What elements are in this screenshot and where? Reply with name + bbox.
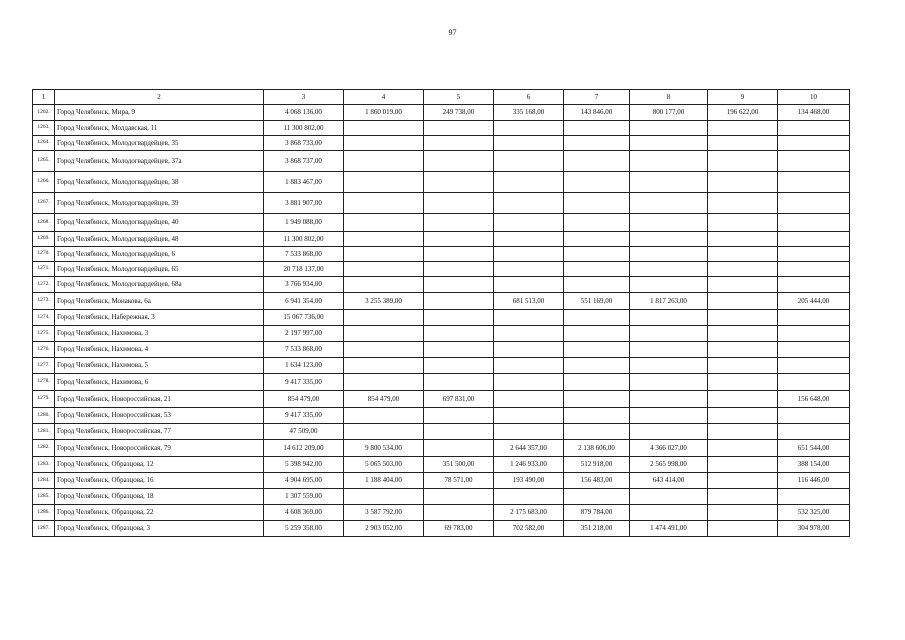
address: Город Челябинск, Набережная, 3 [55,310,264,326]
col-6-value [494,277,564,293]
col-6-value [494,247,564,262]
col-10-value [778,408,850,424]
col-8-value: 1 817 263,00 [630,293,708,310]
col-9-value [708,193,778,214]
row-number: 1265. [33,151,55,172]
row-number: 1263. [33,121,55,136]
col-5-value [424,262,494,277]
col-6-value [494,326,564,342]
row-number: 1273. [33,293,55,310]
total-cost: 4 904 695,00 [264,473,344,489]
col-10-value [778,358,850,374]
address: Город Челябинск, Молодогвардейцев, 68а [55,277,264,293]
col-5-value: 78 571,00 [424,473,494,489]
col-8-value [630,424,708,440]
table-row [33,214,850,232]
col-5-value [424,277,494,293]
row-number: 1283. [33,457,55,473]
col-4-value: 1 860 019,00 [344,105,424,121]
col-9-value [708,151,778,172]
column-header: 2 [55,90,264,105]
col-7-value: 351 218,00 [564,521,630,537]
col-5-value [424,358,494,374]
col-10-value [778,310,850,326]
row-number: 1285. [33,489,55,505]
col-10-value [778,342,850,358]
col-9-value [708,457,778,473]
column-header: 10 [778,90,850,105]
col-9-value [708,408,778,424]
col-6-value [494,391,564,408]
col-7-value [564,136,630,151]
col-6-value: 2 175 683,00 [494,505,564,521]
table-row [33,277,850,293]
col-8-value [630,374,708,391]
col-8-value [630,121,708,136]
col-8-value [630,247,708,262]
row-number: 1262. [33,105,55,121]
col-5-value [424,121,494,136]
col-7-value: 512 918,00 [564,457,630,473]
col-5-value [424,408,494,424]
address: Город Челябинск, Нахимова, 4 [55,342,264,358]
address: Город Челябинск, Молодогвардейцев, 39 [55,193,264,214]
total-cost: 4 608 369,00 [264,505,344,521]
col-6-value [494,193,564,214]
col-8-value: 643 414,00 [630,473,708,489]
table-row [33,293,850,310]
total-cost: 3 868 737,00 [264,151,344,172]
total-cost: 4 068 136,00 [264,105,344,121]
row-number: 1278. [33,374,55,391]
total-cost: 20 718 137,00 [264,262,344,277]
table-row [33,193,850,214]
col-4-value: 5 065 503,00 [344,457,424,473]
table-row [33,136,850,151]
total-cost: 47 509,00 [264,424,344,440]
col-7-value: 2 138 606,00 [564,440,630,457]
row-number: 1284. [33,473,55,489]
col-5-value [424,136,494,151]
col-8-value [630,172,708,193]
col-9-value [708,358,778,374]
col-6-value: 702 582,00 [494,521,564,537]
col-7-value [564,424,630,440]
table-row [33,342,850,358]
total-cost: 9 417 335,00 [264,408,344,424]
total-cost: 5 259 358,00 [264,521,344,537]
col-5-value [424,374,494,391]
table-row [33,326,850,342]
col-9-value [708,277,778,293]
col-6-value [494,374,564,391]
col-7-value [564,374,630,391]
col-5-value [424,489,494,505]
address: Город Челябинск, Образцова, 3 [55,521,264,537]
row-number: 1279. [33,391,55,408]
col-7-value [564,489,630,505]
col-10-value: 532 325,00 [778,505,850,521]
col-7-value [564,310,630,326]
col-4-value [344,277,424,293]
address: Город Челябинск, Мира, 9 [55,105,264,121]
col-10-value: 205 444,00 [778,293,850,310]
address: Город Челябинск, Молодогвардейцев, 6 [55,247,264,262]
address: Город Челябинск, Нахимова, 5 [55,358,264,374]
row-number: 1271. [33,262,55,277]
row-number: 1267. [33,193,55,214]
col-10-value [778,172,850,193]
table-row [33,105,850,121]
col-8-value [630,277,708,293]
col-6-value [494,310,564,326]
col-9-value [708,424,778,440]
total-cost: 6 941 354,00 [264,293,344,310]
address: Город Челябинск, Нахимова, 3 [55,326,264,342]
col-8-value [630,214,708,232]
col-9-value [708,232,778,247]
col-9-value [708,121,778,136]
table-row [33,310,850,326]
col-7-value [564,326,630,342]
col-7-value [564,391,630,408]
col-10-value: 156 648,00 [778,391,850,408]
total-cost: 3 868 733,00 [264,136,344,151]
register-table [32,89,850,537]
col-4-value [344,310,424,326]
address: Город Челябинск, Новороссийская, 53 [55,408,264,424]
col-7-value: 879 784,00 [564,505,630,521]
col-10-value [778,374,850,391]
column-number-row [33,90,850,105]
total-cost: 11 300 802,00 [264,232,344,247]
address: Город Челябинск, Молдавская, 11 [55,121,264,136]
table-row [33,247,850,262]
total-cost: 1 307 559,00 [264,489,344,505]
row-number: 1264. [33,136,55,151]
total-cost: 2 197 997,00 [264,326,344,342]
col-9-value [708,374,778,391]
col-4-value [344,424,424,440]
col-7-value: 143 846,00 [564,105,630,121]
col-9-value [708,342,778,358]
table-row [33,358,850,374]
col-5-value [424,440,494,457]
col-9-value [708,310,778,326]
row-number: 1286. [33,505,55,521]
row-number: 1281. [33,424,55,440]
column-header: 8 [630,90,708,105]
total-cost: 5 398 942,00 [264,457,344,473]
col-10-value [778,193,850,214]
col-8-value [630,232,708,247]
col-8-value: 4 366 027,00 [630,440,708,457]
col-9-value [708,262,778,277]
col-10-value [778,247,850,262]
col-8-value [630,136,708,151]
col-8-value [630,151,708,172]
address: Город Челябинск, Нахимова, 6 [55,374,264,391]
col-5-value: 351 500,00 [424,457,494,473]
col-10-value [778,151,850,172]
table-row [33,151,850,172]
col-4-value [344,342,424,358]
col-7-value [564,342,630,358]
col-4-value [344,214,424,232]
col-6-value [494,489,564,505]
row-number: 1282. [33,440,55,457]
col-8-value [630,262,708,277]
col-10-value: 388 154,00 [778,457,850,473]
row-number: 1277. [33,358,55,374]
col-7-value [564,232,630,247]
address: Город Челябинск, Молодогвардейцев, 37а [55,151,264,172]
col-9-value [708,214,778,232]
col-4-value [344,193,424,214]
row-number: 1269. [33,232,55,247]
col-6-value [494,151,564,172]
table-row [33,489,850,505]
column-header: 5 [424,90,494,105]
row-number: 1280. [33,408,55,424]
col-4-value [344,408,424,424]
total-cost: 1 883 467,00 [264,172,344,193]
col-6-value: 2 644 357,00 [494,440,564,457]
col-10-value [778,489,850,505]
col-7-value [564,172,630,193]
col-9-value [708,136,778,151]
col-7-value [564,121,630,136]
col-7-value [564,262,630,277]
total-cost: 1 949 088,00 [264,214,344,232]
column-header: 9 [708,90,778,105]
col-6-value: 681 513,00 [494,293,564,310]
address: Город Челябинск, Новороссийская, 77 [55,424,264,440]
col-4-value [344,232,424,247]
col-5-value: 249 738,00 [424,105,494,121]
total-cost: 3 881 907,00 [264,193,344,214]
col-7-value [564,214,630,232]
total-cost: 854 479,00 [264,391,344,408]
address: Город Челябинск, Молодогвардейцев, 48 [55,232,264,247]
row-number: 1287. [33,521,55,537]
col-9-value [708,505,778,521]
col-6-value [494,358,564,374]
col-6-value [494,262,564,277]
column-header: 1 [33,90,55,105]
col-10-value [778,262,850,277]
col-7-value [564,193,630,214]
column-header: 3 [264,90,344,105]
total-cost: 7 533 868,00 [264,342,344,358]
col-7-value [564,277,630,293]
col-6-value [494,121,564,136]
col-6-value [494,232,564,247]
table-row [33,374,850,391]
table-row [33,262,850,277]
address: Город Челябинск, Молодогвардейцев, 38 [55,172,264,193]
col-6-value: 335 168,00 [494,105,564,121]
col-9-value: 196 622,00 [708,105,778,121]
table-row [33,473,850,489]
address: Город Челябинск, Молодогвардейцев, 65 [55,262,264,277]
col-4-value [344,247,424,262]
col-9-value [708,247,778,262]
row-number: 1274. [33,310,55,326]
col-5-value [424,193,494,214]
col-9-value [708,293,778,310]
col-4-value [344,326,424,342]
col-7-value [564,408,630,424]
col-9-value [708,473,778,489]
address: Город Челябинск, Молодогвардейцев, 35 [55,136,264,151]
col-8-value [630,408,708,424]
address: Город Челябинск, Образцова, 22 [55,505,264,521]
col-5-value: 69 783,00 [424,521,494,537]
table-row [33,424,850,440]
col-10-value: 651 544,00 [778,440,850,457]
col-10-value [778,136,850,151]
col-10-value [778,121,850,136]
table-row [33,172,850,193]
col-4-value [344,374,424,391]
col-9-value [708,521,778,537]
col-4-value [344,121,424,136]
col-4-value: 1 188 404,00 [344,473,424,489]
col-6-value: 193 490,00 [494,473,564,489]
table-row [33,408,850,424]
col-5-value [424,214,494,232]
col-4-value [344,262,424,277]
col-4-value: 3 255 389,00 [344,293,424,310]
col-8-value [630,342,708,358]
col-8-value [630,391,708,408]
col-10-value [778,232,850,247]
col-5-value [424,310,494,326]
table-row [33,121,850,136]
total-cost: 14 612 209,00 [264,440,344,457]
table-row [33,440,850,457]
row-number: 1275. [33,326,55,342]
table-row [33,521,850,537]
col-8-value [630,310,708,326]
col-5-value: 697 831,00 [424,391,494,408]
col-4-value [344,151,424,172]
column-header: 4 [344,90,424,105]
col-6-value [494,408,564,424]
address: Город Челябинск, Образцова, 12 [55,457,264,473]
row-number: 1276. [33,342,55,358]
column-header: 7 [564,90,630,105]
col-7-value [564,358,630,374]
address: Город Челябинск, Новороссийская, 79 [55,440,264,457]
col-8-value [630,489,708,505]
col-10-value: 116 446,00 [778,473,850,489]
table-row [33,232,850,247]
col-5-value [424,424,494,440]
col-9-value [708,440,778,457]
col-5-value [424,326,494,342]
col-6-value [494,342,564,358]
col-8-value [630,326,708,342]
col-4-value [344,172,424,193]
col-10-value [778,277,850,293]
col-7-value [564,151,630,172]
col-4-value [344,136,424,151]
total-cost: 11 300 802,00 [264,121,344,136]
col-7-value: 551 169,00 [564,293,630,310]
col-5-value [424,293,494,310]
col-8-value: 2 565 998,00 [630,457,708,473]
row-number: 1268. [33,214,55,232]
col-5-value [424,342,494,358]
col-8-value [630,505,708,521]
total-cost: 7 533 868,00 [264,247,344,262]
total-cost: 3 766 934,00 [264,277,344,293]
total-cost: 9 417 335,00 [264,374,344,391]
col-8-value: 1 474 491,00 [630,521,708,537]
col-4-value: 2 903 052,00 [344,521,424,537]
col-6-value [494,172,564,193]
total-cost: 15 067 736,00 [264,310,344,326]
col-10-value [778,326,850,342]
col-4-value: 9 800 534,00 [344,440,424,457]
address: Город Челябинск, Образцова, 16 [55,473,264,489]
row-number: 1272. [33,277,55,293]
col-8-value [630,193,708,214]
col-6-value [494,136,564,151]
col-10-value: 134 468,00 [778,105,850,121]
col-10-value: 304 978,00 [778,521,850,537]
address: Город Челябинск, Новороссийская, 21 [55,391,264,408]
total-cost: 1 634 123,00 [264,358,344,374]
col-6-value [494,214,564,232]
col-4-value [344,489,424,505]
row-number: 1270. [33,247,55,262]
col-9-value [708,489,778,505]
col-4-value [344,358,424,374]
table-row [33,505,850,521]
address: Город Челябинск, Молодогвардейцев, 40 [55,214,264,232]
row-number: 1266. [33,172,55,193]
col-5-value [424,151,494,172]
col-6-value [494,424,564,440]
col-5-value [424,505,494,521]
col-7-value: 156 483,00 [564,473,630,489]
page-number: 97 [448,28,457,37]
col-5-value [424,172,494,193]
table-row [33,457,850,473]
col-8-value [630,358,708,374]
table-row [33,391,850,408]
col-6-value: 1 246 933,00 [494,457,564,473]
column-header: 6 [494,90,564,105]
col-5-value [424,247,494,262]
col-9-value [708,326,778,342]
col-5-value [424,232,494,247]
col-4-value: 854 479,00 [344,391,424,408]
col-9-value [708,172,778,193]
col-9-value [708,391,778,408]
col-7-value [564,247,630,262]
address: Город Челябинск, Монакова, 6а [55,293,264,310]
col-8-value: 800 177,00 [630,105,708,121]
address: Город Челябинск, Образцова, 18 [55,489,264,505]
col-10-value [778,424,850,440]
col-10-value [778,214,850,232]
col-4-value: 3 587 792,00 [344,505,424,521]
